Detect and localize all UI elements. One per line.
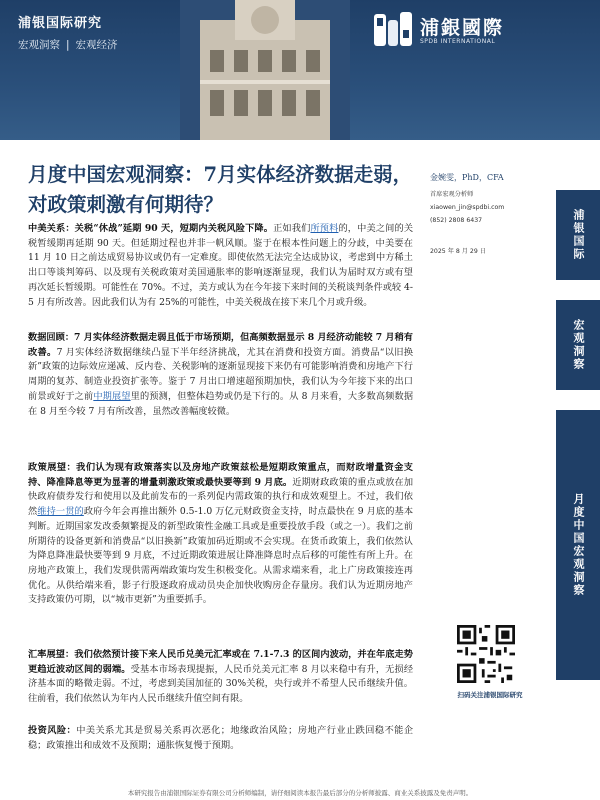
breadcrumb-item-macro-insight: 宏观洞察 — [18, 39, 60, 51]
breadcrumb-item-macro-economy: 宏观经济 — [75, 39, 118, 51]
section-text: 政府今年会再推出额外 0.5-1.0 万亿元财政资金支持，时点最快在 9 月底的基本判断。近期国家发改委频繁提及的新型政策性金融工具或是重要投放手段（或之一）。我们之前所期待的设备更新和消费品“以旧换新”政策加码近期或不会实现。在货币政策上，我们依然认为降息降准最快要等到 9 月底，不过近期政策进展让降准降息时点后移的可能性有所上升。在房地产政策上，我们发现供需两端政策均发生积极变化。从需求端来看，北上广房政策接连再优化。从供给端来看，影子行股逐政府成动员央企加快收购房企存量房。我们认为近期房地产支持政策仍可期，以“城市更新”为重要抓手。 — [28, 506, 414, 606]
section-data-review — [28, 331, 413, 419]
section-us-china-relations — [28, 222, 413, 310]
section-text: 里的预测，但整体趋势或仍是下行的。从 8 月来看，大多数高频数据在 8 月至今较 7 月有所改善，虽然改善幅度较微。 — [28, 390, 414, 417]
brand-title: 浦银国际研究 — [18, 16, 103, 31]
building-illustration — [180, 0, 350, 140]
qr-code-icon — [457, 625, 515, 683]
report-header — [0, 0, 600, 140]
section-text: 7 月实体经济数据继续凸显下半年经济挑战，尤其在消费和投资方面。消费品“以旧换新”政策的边际效应递减、反内卷、关税影响的逐渐显现接下来仍有可能影响消费和房地产下行周期的复苏、制造业投资扩张等。鉴于 7 月出口增速超预期加快，我们认为今年接下来的出口前景或好于之前 — [28, 346, 414, 402]
section-lead: 投资风险： — [28, 725, 77, 736]
breadcrumb — [18, 37, 118, 52]
side-tab-monthly-china-macro: 月度中国宏观洞察 — [556, 410, 600, 680]
reference-link[interactable]: 中期展望 — [93, 390, 131, 402]
section-policy-outlook — [28, 461, 413, 608]
section-lead: 中美关系：关税“休战”延期 90 天，短期内关税风险下降。 — [28, 223, 274, 234]
qr-caption: 扫码关注浦银国际研究 — [457, 691, 523, 699]
report-title: 月度中国宏观洞察：7月实体经济数据走弱，对政策刺激有何期待？ — [28, 163, 413, 216]
author-phone: (852) 2808 6437 — [430, 217, 483, 224]
spdb-logo-icon — [372, 10, 414, 50]
logo-text-cn: 浦銀國際 — [420, 17, 505, 39]
section-lead: 汇率展望：我们依然预计接下来人民币兑美元汇率或在 7.1-7.3 的区间内波动，并在年底走势更趋近波动区间的弱端。 — [28, 649, 413, 675]
side-tab-spdbi: 浦银国际 — [556, 190, 600, 280]
section-fx-outlook — [28, 648, 413, 707]
section-lead: 数据回顾：7 月实体经济数据走弱且低于市场预期，但高频数据显示 8 月经济动能较 7 月稍有改善。 — [28, 332, 413, 358]
author-email[interactable]: xiaowen_jin@spdbi.com — [430, 204, 505, 211]
section-lead: 政策展望：我们认为现有政策落实以及房地产政策兹松是短期政策重点，而财政增量资金支持、降准降息等更为显著的增量刺激政策或最快要等到 9 月底。 — [28, 462, 413, 488]
section-text: 中美关系尤其是贸易关系再次恶化；地缘政治风险；房地产行业止跌回稳不能企稳；政策推出和成效不及预期；通胀恢复慢于预期。 — [28, 725, 414, 751]
report-date: 2025 年 8 月 29 日 — [430, 248, 486, 255]
author-role: 首席宏观分析师 — [430, 191, 474, 198]
section-text: 的，中美之间的关税暂缓期再延期 90 天。但延期过程也并非一帆风顺。鉴于在根本性问题上的分歧，中美要在 11 月 10 日之前达成贸易协议或仍有一定难度。即使依然无法完全达成协议，考虑到中方稀土出口等谈判筹码、以及现有关税政策对美国通胀率的影响逐渐显现，我们认为届时双方或有望再次延长暂缓期。可能性在 70%。不过，美方或认为在今年接下来时间的关税谈判条件或较 4-5 月有所改善。因此我们认为有 25%的可能性，中美关税战在接下来几个月或升级。 — [28, 223, 414, 308]
side-tab-macro-insight: 宏观洞察 — [556, 300, 600, 390]
section-investment-risks — [28, 724, 413, 753]
breadcrumb-separator: | — [66, 39, 70, 51]
section-text: 受基本市场表现提振，人民币兑美元汇率 8 月以来稳中有升，无损经济基本面的略微走弱。不过，考虑到美国加征的 30%关税，央行或并不希望人民币继续升值。往前看，我们依然认为年内人民币继续升值空间有限。 — [28, 663, 414, 705]
reference-link[interactable]: 维持一贯的 — [37, 506, 84, 518]
reference-link[interactable]: 所预料 — [310, 223, 339, 234]
section-text: 正如我们 — [273, 223, 311, 234]
spdb-logo — [372, 10, 587, 50]
logo-text-en: SPDB INTERNATIONAL — [420, 38, 496, 45]
section-text: 近期财政政策的重点或放在加快政府债券发行和使用以及此前发布的一系列促内需政策的执行和成效观望上。不过，我们依然 — [28, 476, 414, 518]
disclaimer-footer: 本研究报告由浦银国际证券有限公司分析师编制，请仔细阅读本报告最后部分的分析师披露、商业关系披露及免责声明。 — [127, 789, 473, 797]
author-name: 金婉雯，PhD，CFA — [430, 173, 504, 182]
author-info — [430, 172, 570, 224]
